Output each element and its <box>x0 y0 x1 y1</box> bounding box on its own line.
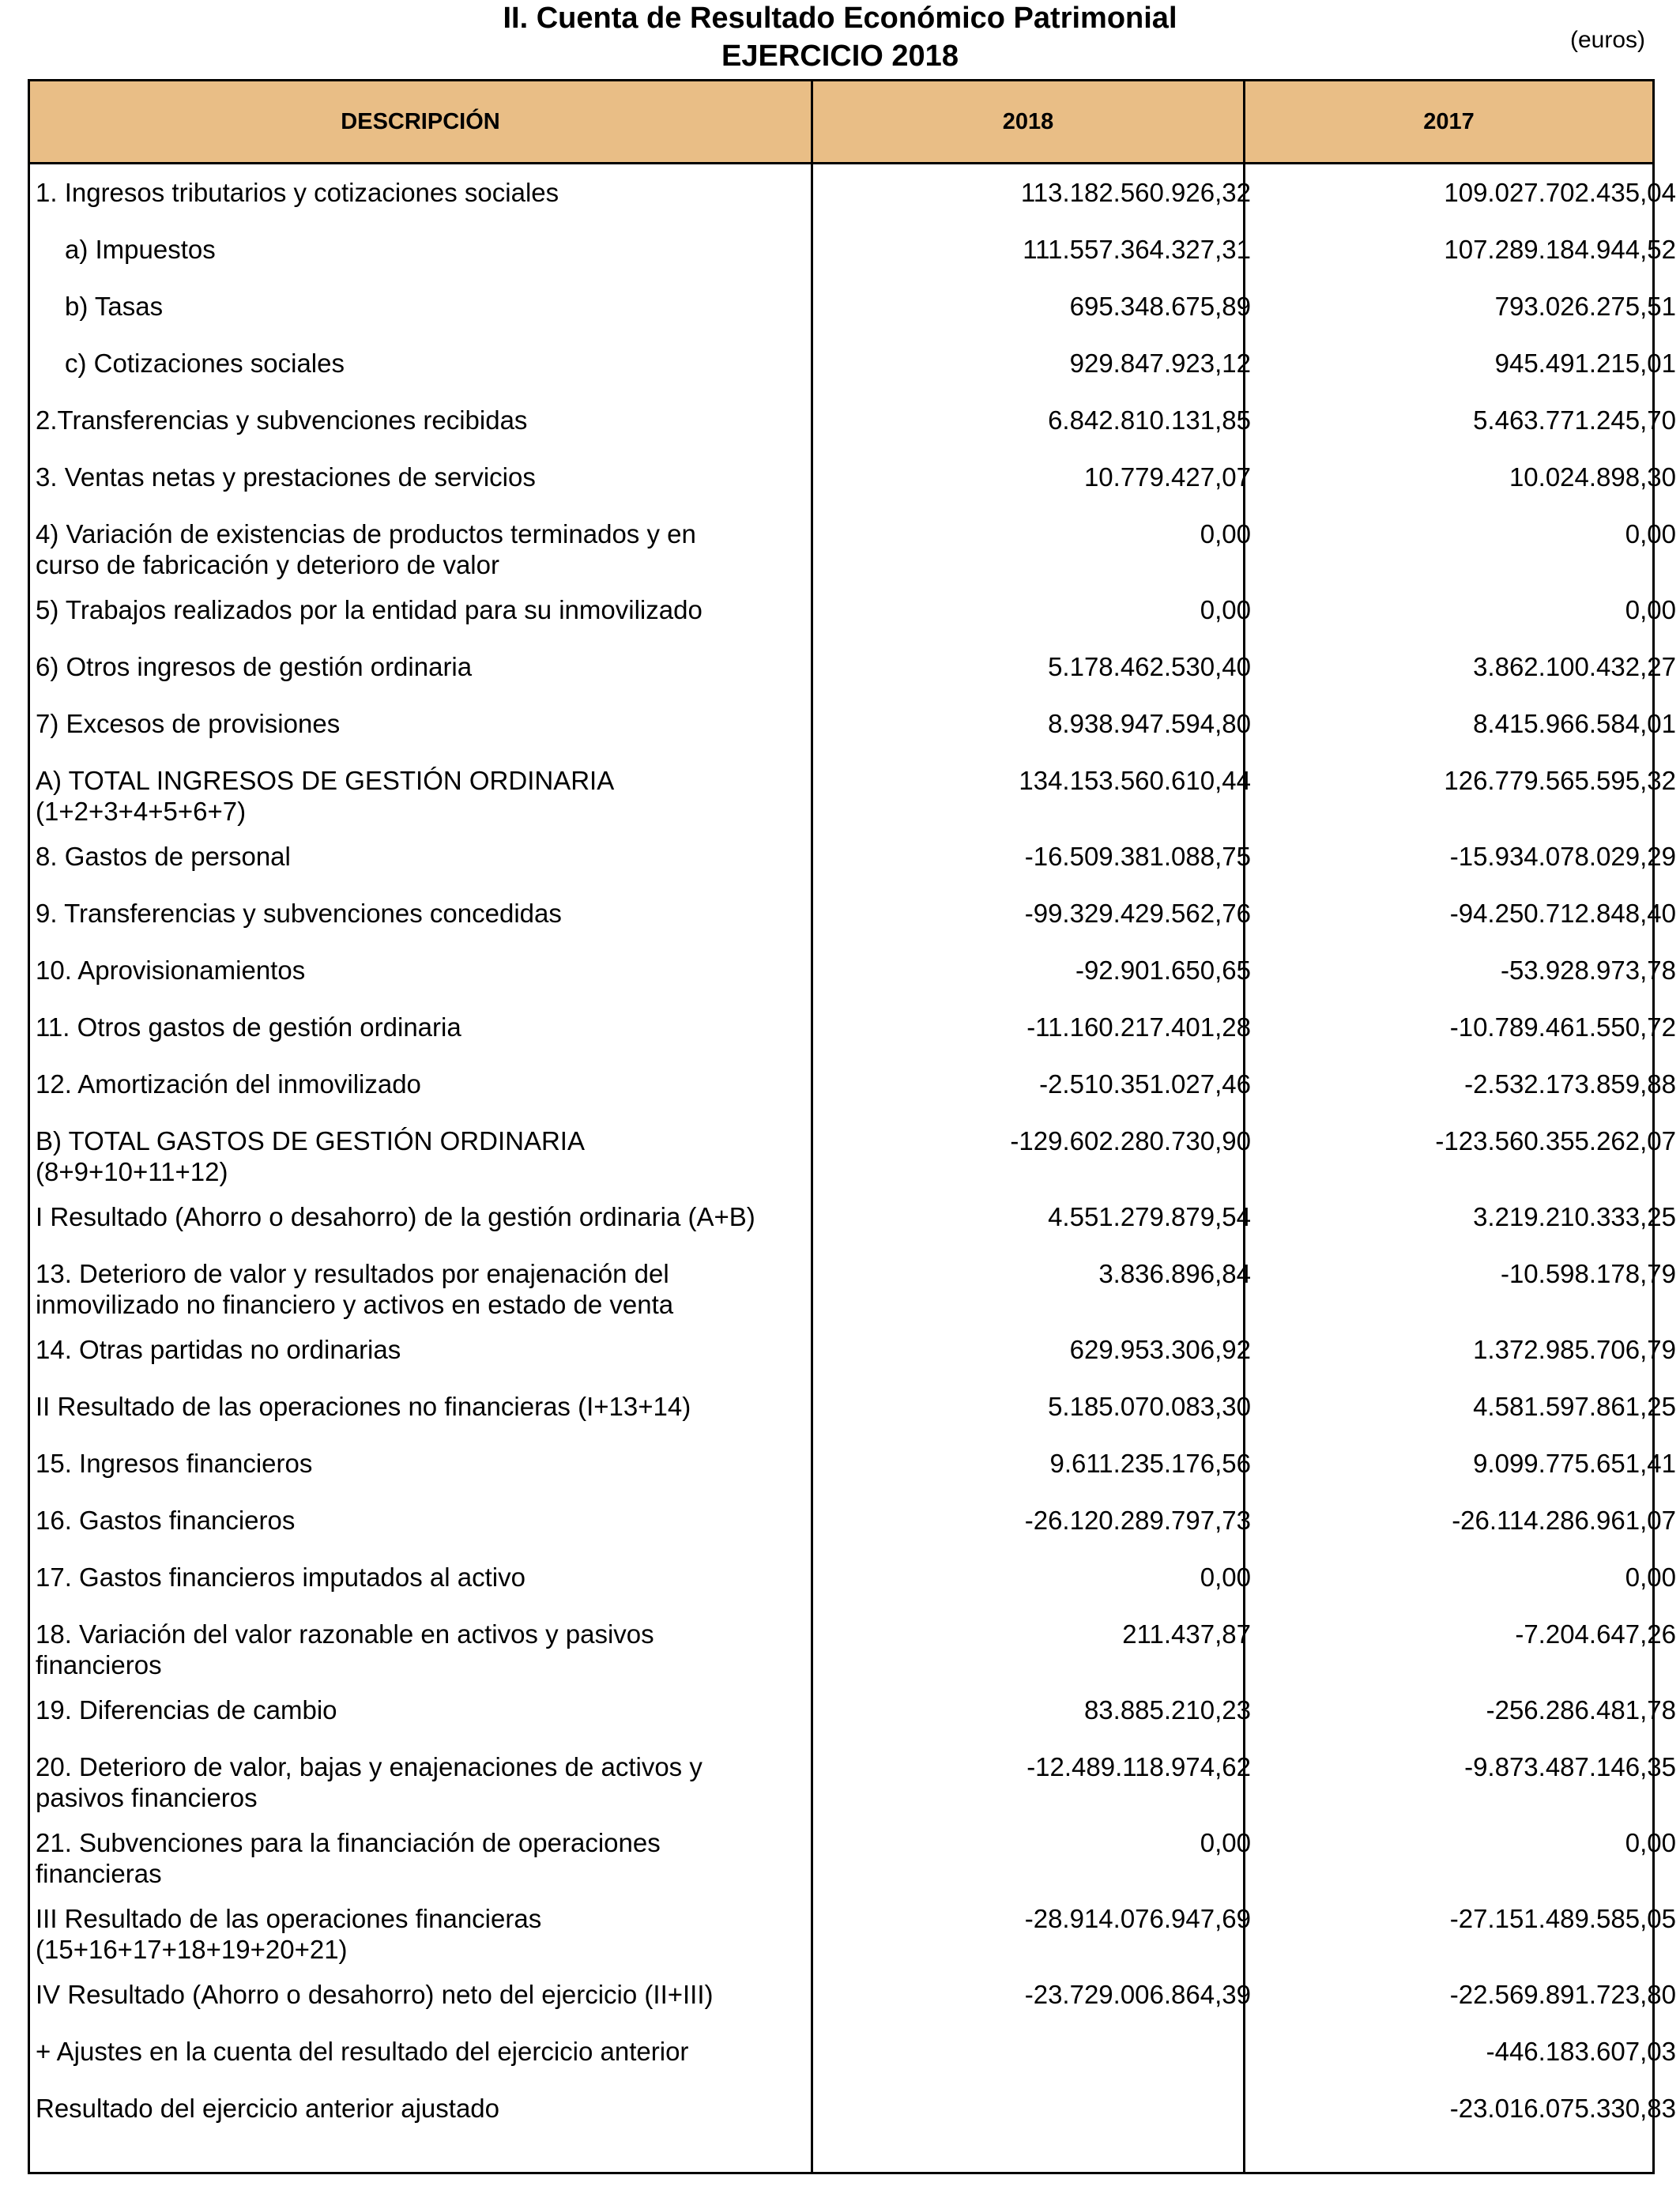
value-2017: 0,00 <box>1625 519 1676 548</box>
value-2018: -16.509.381.088,75 <box>1024 842 1251 871</box>
row-description: a) Impuestos <box>65 235 216 264</box>
header-2017: 2017 <box>1423 109 1475 134</box>
table-header <box>30 81 1652 164</box>
row-description: + Ajustes en la cuenta del resultado del ejercicio anterior <box>36 2037 689 2066</box>
value-2017: 945.491.215,01 <box>1494 349 1676 378</box>
value-2018: 113.182.560.926,32 <box>1020 178 1251 207</box>
value-2017: 3.219.210.333,25 <box>1473 1202 1676 1231</box>
value-2018: 8.938.947.594,80 <box>1048 709 1251 738</box>
value-2018: -11.160.217.401,28 <box>1026 1012 1251 1042</box>
value-2018: 5.178.462.530,40 <box>1048 652 1251 681</box>
row-description: c) Cotizaciones sociales <box>65 349 345 378</box>
row-description: 16. Gastos financieros <box>36 1506 296 1535</box>
value-2017: -446.183.607,03 <box>1486 2037 1676 2066</box>
page-title: II. Cuenta de Resultado Económico Patrimonial <box>503 2 1177 35</box>
results-table <box>28 79 1676 2174</box>
row-description: I Resultado (Ahorro o desahorro) de la gestión ordinaria (A+B) <box>36 1202 755 1231</box>
row-description: 13. Deterioro de valor y resultados por enajenación del inmovilizado no financiero y activos en estado de venta <box>36 1259 674 1319</box>
value-2017: -9.873.487.146,35 <box>1464 1752 1676 1781</box>
value-2017: -27.151.489.585,05 <box>1449 1904 1676 1933</box>
value-2018: -28.914.076.947,69 <box>1024 1904 1251 1933</box>
row-description: 10. Aprovisionamientos <box>36 956 306 985</box>
value-2018: 629.953.306,92 <box>1069 1335 1251 1364</box>
value-2017: 4.581.597.861,25 <box>1473 1392 1676 1421</box>
value-2018: 929.847.923,12 <box>1069 349 1251 378</box>
value-2017: 1.372.985.706,79 <box>1473 1335 1676 1364</box>
value-2018: -92.901.650,65 <box>1075 956 1251 985</box>
value-2017: 3.862.100.432,27 <box>1473 652 1676 681</box>
value-2017: -26.114.286.961,07 <box>1452 1506 1676 1535</box>
row-description: 21. Subvenciones para la financiación de operaciones financieras <box>36 1828 661 1888</box>
value-2018: 4.551.279.879,54 <box>1048 1202 1251 1231</box>
row-description: IV Resultado (Ahorro o desahorro) neto del ejercicio (II+III) <box>36 1980 714 2009</box>
value-2018: 695.348.675,89 <box>1069 292 1251 321</box>
value-2017: -7.204.647,26 <box>1515 1619 1676 1649</box>
value-2018: 134.153.560.610,44 <box>1019 766 1251 795</box>
value-2018: 6.842.810.131,85 <box>1048 405 1251 435</box>
row-description: 1. Ingresos tributarios y cotizaciones sociales <box>36 178 559 207</box>
value-2017: 9.099.775.651,41 <box>1473 1449 1676 1478</box>
row-description: B) TOTAL GASTOS DE GESTIÓN ORDINARIA (8+9+10+11+12) <box>36 1126 585 1186</box>
row-description: 6) Otros ingresos de gestión ordinaria <box>36 652 473 681</box>
row-description: 12. Amortización del inmovilizado <box>36 1069 421 1099</box>
value-2018: 0,00 <box>1200 1828 1251 1857</box>
row-description: II Resultado de las operaciones no financieras (I+13+14) <box>36 1392 691 1421</box>
row-description: 14. Otras partidas no ordinarias <box>36 1335 401 1364</box>
row-description: 7) Excesos de provisiones <box>36 709 341 738</box>
value-2018: 0,00 <box>1200 595 1251 624</box>
value-2017: 107.289.184.944,52 <box>1444 235 1676 264</box>
value-2017: -53.928.973,78 <box>1500 956 1676 985</box>
value-2018: -26.120.289.797,73 <box>1024 1506 1251 1535</box>
value-2018: 5.185.070.083,30 <box>1048 1392 1251 1421</box>
value-2017: 0,00 <box>1625 595 1676 624</box>
value-2017: 10.024.898,30 <box>1509 462 1676 492</box>
header-2018: 2018 <box>1002 109 1054 134</box>
row-description: III Resultado de las operaciones financieras (15+16+17+18+19+20+21) <box>36 1904 542 1964</box>
value-2018: 111.557.364.327,31 <box>1023 235 1251 264</box>
value-2017: -15.934.078.029,29 <box>1449 842 1676 871</box>
value-2018: 211.437,87 <box>1122 1619 1251 1649</box>
row-description: b) Tasas <box>65 292 164 321</box>
value-2018: -2.510.351.027,46 <box>1039 1069 1251 1099</box>
value-2017: 793.026.275,51 <box>1494 292 1676 321</box>
page-subtitle: EJERCICIO 2018 <box>721 40 959 73</box>
row-description: 5) Trabajos realizados por la entidad para su inmovilizado <box>36 595 703 624</box>
value-2017: 8.415.966.584,01 <box>1473 709 1676 738</box>
value-2017: -123.560.355.262,07 <box>1435 1126 1676 1155</box>
value-2017: -22.569.891.723,80 <box>1449 1980 1676 2009</box>
value-2017: 5.463.771.245,70 <box>1473 405 1676 435</box>
row-description: 9. Transferencias y subvenciones concedidas <box>36 899 562 928</box>
row-description: 11. Otros gastos de gestión ordinaria <box>36 1012 461 1042</box>
row-description: 17. Gastos financieros imputados al activo <box>36 1563 525 1592</box>
value-2018: 0,00 <box>1200 1563 1251 1592</box>
row-description: Resultado del ejercicio anterior ajustado <box>36 2094 500 2123</box>
value-2018: 9.611.235.176,56 <box>1049 1449 1251 1478</box>
value-2017: -10.598.178,79 <box>1500 1259 1676 1288</box>
value-2017: -94.250.712.848,40 <box>1449 899 1676 928</box>
header-description: DESCRIPCIÓN <box>341 109 500 134</box>
row-description: 4) Variación de existencias de productos terminados y en curso de fabricación y deterioro de valor <box>36 519 696 579</box>
value-2017: 0,00 <box>1625 1563 1676 1592</box>
value-2017: 126.779.565.595,32 <box>1444 766 1676 795</box>
value-2018: 3.836.896,84 <box>1098 1259 1251 1288</box>
value-2018: -99.329.429.562,76 <box>1024 899 1251 928</box>
value-2018: -129.602.280.730,90 <box>1010 1126 1251 1155</box>
row-description: A) TOTAL INGRESOS DE GESTIÓN ORDINARIA (1+2+3+4+5+6+7) <box>36 766 615 826</box>
value-2017: -10.789.461.550,72 <box>1449 1012 1676 1042</box>
units-label: (euros) <box>1569 27 1645 53</box>
value-2018: 0,00 <box>1200 519 1251 548</box>
value-2018: 83.885.210,23 <box>1083 1695 1251 1725</box>
row-description: 20. Deterioro de valor, bajas y enajenaciones de activos y pasivos financieros <box>36 1752 703 1812</box>
value-2017: -2.532.173.859,88 <box>1464 1069 1676 1099</box>
row-description: 19. Diferencias de cambio <box>36 1695 337 1725</box>
row-description: 15. Ingresos financieros <box>36 1449 313 1478</box>
row-description: 3. Ventas netas y prestaciones de servicios <box>36 462 536 492</box>
row-description: 2.Transferencias y subvenciones recibidas <box>36 405 528 435</box>
value-2017: -256.286.481,78 <box>1486 1695 1676 1725</box>
value-2018: -12.489.118.974,62 <box>1026 1752 1251 1781</box>
value-2017: 0,00 <box>1625 1828 1676 1857</box>
value-2017: 109.027.702.435,04 <box>1444 178 1676 207</box>
value-2017: -23.016.075.330,83 <box>1449 2094 1676 2123</box>
value-2018: 10.779.427,07 <box>1083 462 1251 492</box>
row-description: 18. Variación del valor razonable en activos y pasivos financieros <box>36 1619 654 1679</box>
row-description: 8. Gastos de personal <box>36 842 291 871</box>
value-2018: -23.729.006.864,39 <box>1024 1980 1251 2009</box>
